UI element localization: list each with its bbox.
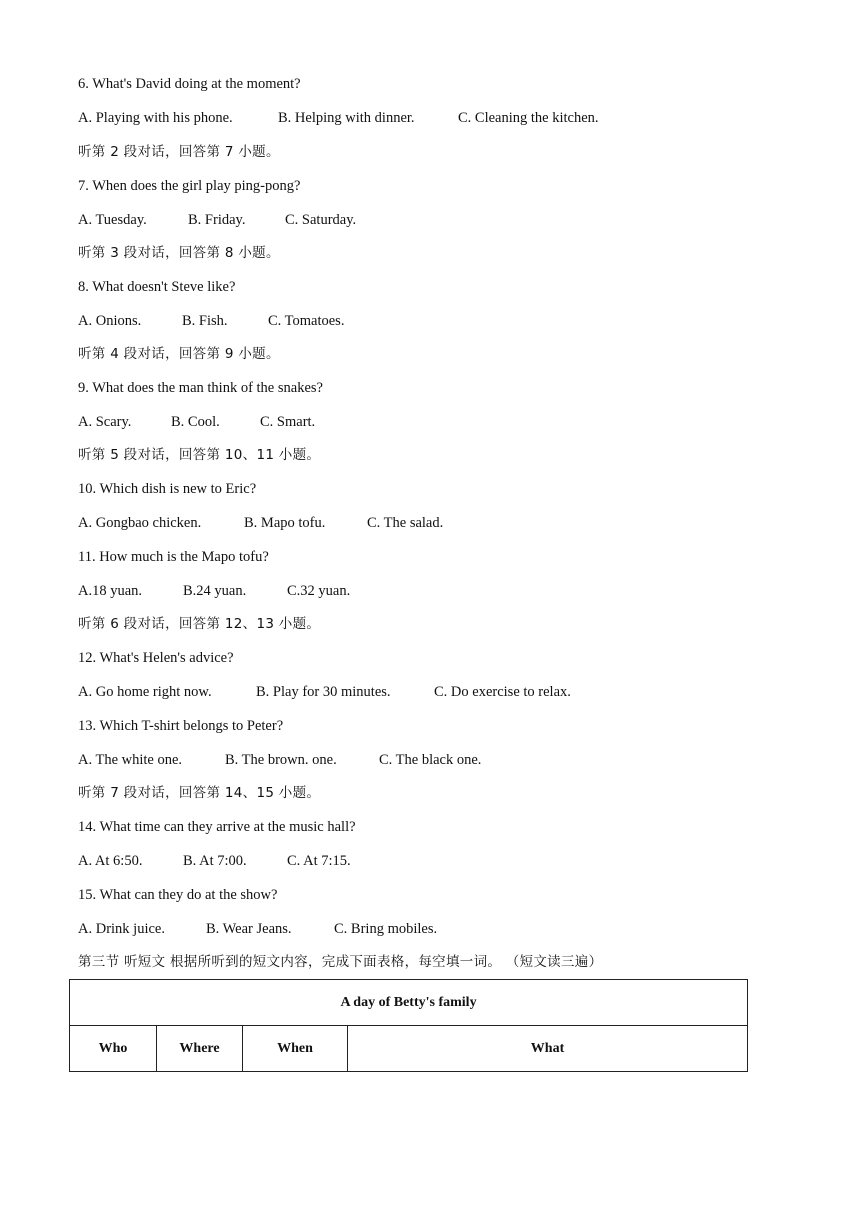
option-b: B. Cool. bbox=[171, 414, 220, 430]
option-a: A. Go home right now. bbox=[78, 684, 212, 700]
option-a: A. Gongbao chicken. bbox=[78, 515, 202, 531]
section-instruction: 听第 6 段对话，回答第 12、13 小题。 bbox=[78, 616, 321, 632]
option-b: B. Mapo tofu. bbox=[244, 515, 326, 531]
question-12: 12. What's Helen's advice? bbox=[78, 650, 234, 666]
option-c: C. Cleaning the kitchen. bbox=[458, 110, 599, 126]
option-c: C. Bring mobiles. bbox=[334, 921, 438, 937]
option-c: C.32 yuan. bbox=[287, 583, 351, 599]
option-c: C. The salad. bbox=[367, 515, 444, 531]
question-15: 15. What can they do at the show? bbox=[78, 887, 278, 903]
table-title-row bbox=[70, 980, 748, 1026]
option-b: B. Play for 30 minutes. bbox=[256, 684, 391, 700]
option-c: C. Tomatoes. bbox=[268, 313, 345, 329]
header-when: When bbox=[243, 1026, 348, 1072]
option-c: C. The black one. bbox=[379, 752, 482, 768]
question-14: 14. What time can they arrive at the music hall? bbox=[78, 819, 356, 835]
header-who: Who bbox=[70, 1026, 157, 1072]
option-c: C. At 7:15. bbox=[287, 853, 351, 869]
section-instruction: 听第 7 段对话，回答第 14、15 小题。 bbox=[78, 785, 321, 801]
option-c: C. Smart. bbox=[260, 414, 316, 430]
option-a: A. Tuesday. bbox=[78, 212, 147, 228]
option-b: B. The brown. one. bbox=[225, 752, 337, 768]
question-7: 7. When does the girl play ping-pong? bbox=[78, 178, 301, 194]
table-header-row bbox=[70, 1026, 748, 1072]
option-c: C. Do exercise to relax. bbox=[434, 684, 571, 700]
section-instruction: 听第 3 段对话，回答第 8 小题。 bbox=[78, 245, 280, 261]
question-11: 11. How much is the Mapo tofu? bbox=[78, 549, 269, 565]
option-b: B. Helping with dinner. bbox=[278, 110, 415, 126]
section-instruction: 听第 2 段对话，回答第 7 小题。 bbox=[78, 144, 280, 160]
option-a: A. Onions. bbox=[78, 313, 142, 329]
header-what: What bbox=[348, 1026, 748, 1072]
header-where: Where bbox=[157, 1026, 243, 1072]
option-b: B. At 7:00. bbox=[183, 853, 247, 869]
option-b: B. Fish. bbox=[182, 313, 228, 329]
question-8: 8. What doesn't Steve like? bbox=[78, 279, 236, 295]
option-c: C. Saturday. bbox=[285, 212, 357, 228]
question-10: 10. Which dish is new to Eric? bbox=[78, 481, 257, 497]
part3-heading: 第三节 听短文 根据所听到的短文内容，完成下面表格，每空填一词。 （短文读三遍） bbox=[78, 954, 603, 970]
option-a: A. Playing with his phone. bbox=[78, 110, 233, 126]
option-a: A. The white one. bbox=[78, 752, 183, 768]
option-b: B. Friday. bbox=[188, 212, 246, 228]
option-a: A.18 yuan. bbox=[78, 583, 143, 599]
option-b: B.24 yuan. bbox=[183, 583, 247, 599]
betty-family-table bbox=[69, 979, 748, 1072]
option-a: A. Drink juice. bbox=[78, 921, 165, 937]
question-6: 6. What's David doing at the moment? bbox=[78, 76, 301, 92]
question-9: 9. What does the man think of the snakes? bbox=[78, 380, 323, 396]
option-a: A. Scary. bbox=[78, 414, 132, 430]
section-instruction: 听第 4 段对话，回答第 9 小题。 bbox=[78, 346, 280, 362]
question-13: 13. Which T-shirt belongs to Peter? bbox=[78, 718, 284, 734]
option-a: A. At 6:50. bbox=[78, 853, 143, 869]
table-title: A day of Betty's family bbox=[70, 980, 748, 1026]
section-instruction: 听第 5 段对话，回答第 10、11 小题。 bbox=[78, 447, 321, 463]
option-b: B. Wear Jeans. bbox=[206, 921, 292, 937]
